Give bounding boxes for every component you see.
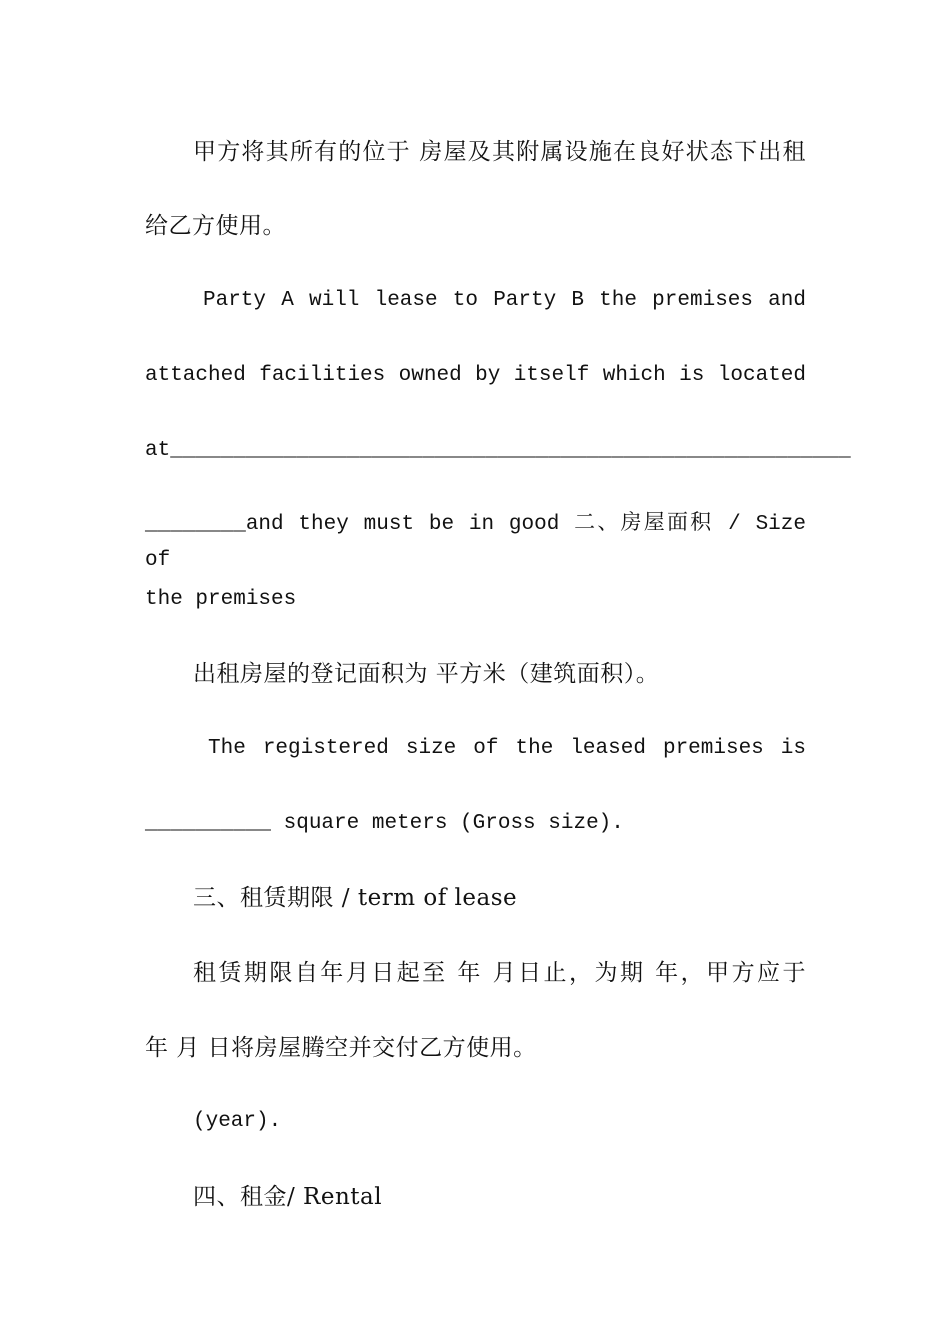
paragraph-line-14: (year).: [193, 1110, 282, 1133]
paragraph-line-13: 年 月 日将房屋腾空并交付乙方使用。: [145, 1035, 537, 1061]
paragraph-line-6: ________and they must be in good 二、房屋面积 / Size of: [145, 513, 806, 572]
paragraph-line-7: the premises: [145, 588, 297, 611]
section-heading-term: 三、租赁期限 / term of lease: [193, 885, 518, 911]
paragraph-line-8: 出租房屋的登记面积为 平方米（建筑面积）。: [193, 661, 660, 687]
address-blank-line: at______________________________________________________: [145, 439, 851, 462]
paragraph-line-10: __________ square meters (Gross size).: [145, 812, 624, 835]
paragraph-line-2: 给乙方使用。: [145, 213, 286, 239]
paragraph-line-3: Party A will lease to Party B the premises and: [203, 289, 806, 312]
section-heading-rental: 四、租金/ Rental: [193, 1184, 383, 1210]
paragraph-line-4: attached facilities owned by itself which is located: [145, 364, 806, 387]
paragraph-line-12: 租赁期限自年月日起至 年 月日止，为期 年，甲方应于: [193, 960, 806, 986]
paragraph-line-9: The registered size of the leased premises is: [208, 737, 806, 760]
paragraph-line-1: 甲方将其所有的位于 房屋及其附属设施在良好状态下出租: [193, 139, 806, 165]
